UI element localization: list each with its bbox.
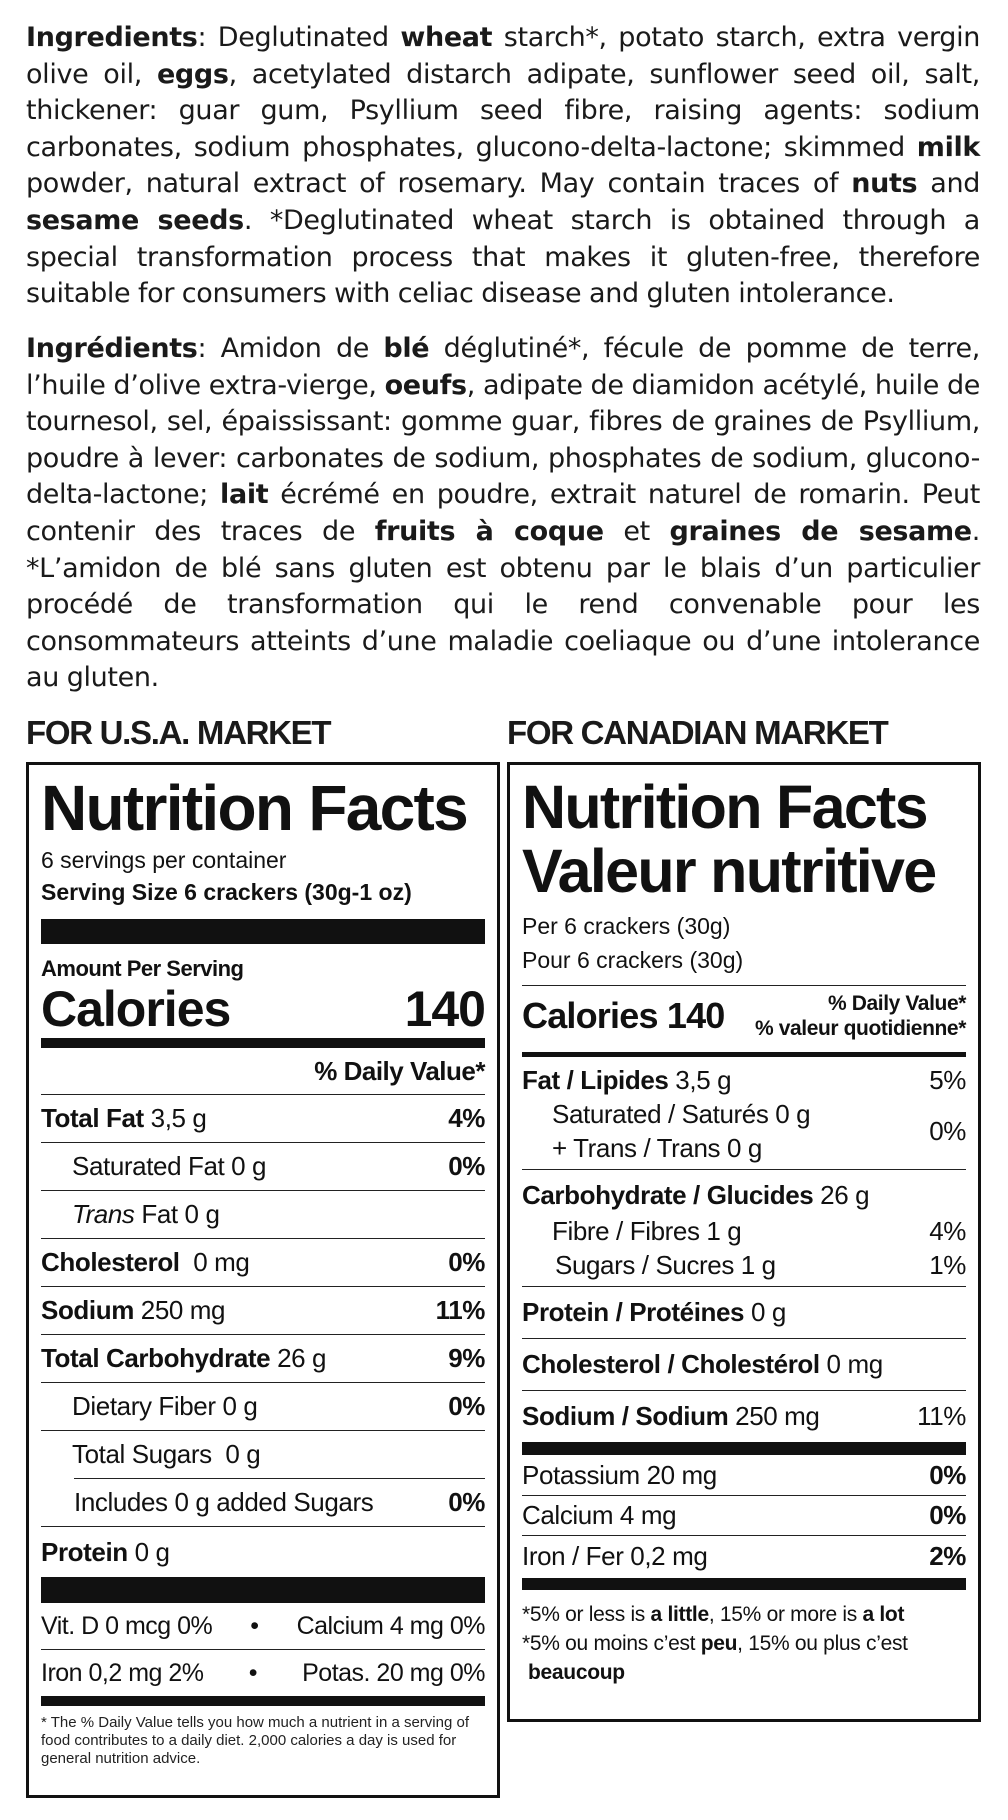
- mineral-name: Calcium 4 mg: [522, 1500, 677, 1530]
- servings-per-container: 6 servings per container: [41, 847, 287, 873]
- us-market-title: FOR U.S.A. MARKET: [26, 714, 331, 751]
- footnote-text: *5% or less is: [522, 1603, 651, 1626]
- allergen: nuts: [851, 168, 918, 200]
- nutrient-amount: 26 g: [270, 1343, 327, 1373]
- nutrient-name: Includes 0 g added Sugars: [74, 1487, 374, 1517]
- potassium: Potas. 20 mg 0%: [302, 1659, 485, 1687]
- footnote-fr-cont: [522, 1658, 966, 1687]
- nutrient-amount: 26 g: [813, 1180, 870, 1210]
- nutrient-dv: 0%: [929, 1115, 966, 1146]
- medium-divider: [522, 1578, 966, 1590]
- nutrient-name: Protein: [41, 1537, 128, 1567]
- nutrient-dv: 5%: [929, 1065, 966, 1095]
- nutrient-name: Cholesterol: [41, 1247, 180, 1277]
- nutrient-name: Sugars / Sucres 1 g: [555, 1250, 776, 1280]
- nutrient-dv: 11%: [917, 1401, 966, 1431]
- allergen: milk: [916, 131, 980, 163]
- mineral-name: Potassium 20 mg: [522, 1460, 717, 1490]
- nutrient-row: [41, 1382, 485, 1430]
- calories-label: Calories: [41, 981, 231, 1037]
- canadian-nutrition-panel: [507, 762, 981, 1722]
- ingredients-text: powder, natural extract of rosemary. May contain traces of: [26, 168, 852, 200]
- nutrient-name: Fat: [134, 1199, 178, 1229]
- saturated-trans-row: [522, 1097, 966, 1165]
- mineral-name: Iron / Fer 0,2 mg: [522, 1541, 708, 1571]
- allergen: graines de sesame: [669, 515, 972, 547]
- canadian-footnote: [522, 1600, 966, 1687]
- nutrient-amount: 250 mg: [728, 1401, 820, 1431]
- allergen: blé: [383, 333, 430, 364]
- nutrient-name: Carbohydrate / Glucides: [522, 1180, 814, 1210]
- nutrient-name: Sodium / Sodium: [522, 1401, 729, 1431]
- amount-per-serving: Amount Per Serving: [41, 956, 244, 981]
- allergen: lait: [220, 479, 269, 511]
- us-nutrition-panel: [26, 762, 500, 1798]
- nutrient-name: Fat / Lipides: [522, 1065, 669, 1095]
- footnote-en: [522, 1600, 966, 1629]
- nutrient-name: Fibre / Fibres 1 g: [552, 1216, 742, 1246]
- ingredients-label: Ingrédients: [26, 333, 198, 364]
- footnote-bold: a lot: [862, 1603, 905, 1626]
- nutrient-name: Total Sugars: [72, 1439, 212, 1469]
- vitamin-row: [41, 1649, 485, 1696]
- ingredients-text: starch*, potato starch, extra vergin olive oil,: [26, 22, 981, 90]
- allergen: wheat: [400, 22, 493, 53]
- daily-value-en: % Daily Value*: [828, 992, 966, 1015]
- mineral-row: [522, 1535, 966, 1576]
- vitamin-d: Vit. D 0 mcg 0%: [41, 1612, 213, 1640]
- nutrient-row: [41, 1190, 485, 1238]
- nutrient-amount: 0 g: [744, 1297, 786, 1327]
- cholesterol-row: [522, 1339, 966, 1390]
- serving-size: Serving Size 6 crackers (30g-1 oz): [41, 879, 412, 905]
- calories-value: 140: [404, 981, 485, 1037]
- ingredients-text: : Deglutinated: [197, 22, 401, 53]
- nutrient-row: [74, 1478, 485, 1526]
- ingredients-text: déglutiné*, fécule de pomme de terre, l’huile d’olive extra-vierge,: [26, 333, 980, 401]
- nutrient-amount: 0 g: [127, 1537, 170, 1567]
- nutrient-amount: 0 g: [224, 1151, 267, 1181]
- nutrient-row: [41, 1094, 485, 1142]
- sugars-row: [522, 1248, 966, 1282]
- nutrient-amount: 250 mg: [133, 1295, 226, 1325]
- footnote-bold: a little: [650, 1603, 709, 1626]
- per-serving-fr: Pour 6 crackers (30g): [522, 947, 744, 973]
- footnote-bold: beaucoup: [528, 1661, 625, 1684]
- nutrition-facts-title: Nutrition Facts: [41, 772, 468, 844]
- nutrient-name: Sodium: [41, 1295, 134, 1325]
- nutrient-row: [41, 1526, 485, 1577]
- mineral-row: [522, 1455, 966, 1495]
- nutrient-name: Total Fat: [41, 1103, 144, 1133]
- sodium-row: [522, 1391, 966, 1442]
- nutrient-name-italic: Trans: [72, 1199, 135, 1229]
- carbohydrate-row: [522, 1170, 966, 1220]
- mineral-dv: 2%: [929, 1541, 966, 1571]
- nutrient-dv: 0%: [448, 1247, 485, 1277]
- thick-divider: [41, 1577, 485, 1603]
- calories: Calories 140: [522, 995, 725, 1036]
- per-serving-en: Per 6 crackers (30g): [522, 913, 731, 939]
- protein-row: [522, 1287, 966, 1338]
- medium-divider: [41, 1696, 485, 1706]
- daily-value-header: [41, 1048, 485, 1094]
- nutrient-amount: 3,5 g: [143, 1103, 207, 1133]
- calcium: Calcium 4 mg 0%: [296, 1612, 485, 1640]
- nutrient-row: [41, 1334, 485, 1382]
- nutrient-row: [41, 1430, 485, 1478]
- bullet-separator: •: [248, 1659, 257, 1687]
- allergen: oeufs: [384, 369, 467, 401]
- nutrient-dv: 0%: [448, 1151, 485, 1181]
- nutrient-name: Total Carbohydrate: [41, 1343, 271, 1373]
- saturated: Saturated / Saturés 0 g: [552, 1099, 811, 1129]
- valeur-nutritive-title-fr: Valeur nutritive: [522, 837, 936, 905]
- thick-divider: [522, 1442, 966, 1455]
- ingredients-label: Ingredients: [26, 22, 198, 53]
- nutrient-amount: 0 mg: [179, 1247, 250, 1277]
- nutrient-dv: 0%: [448, 1391, 485, 1421]
- bullet-separator: •: [250, 1612, 259, 1640]
- vitamin-row: [41, 1603, 485, 1649]
- footnote-fr: [522, 1629, 966, 1658]
- nutrient-row: [41, 1142, 485, 1190]
- mineral-dv: 0%: [929, 1460, 966, 1490]
- footnote-bold: peu: [700, 1632, 738, 1655]
- nutrient-row: [41, 1238, 485, 1286]
- mineral-dv: 0%: [929, 1500, 966, 1530]
- footnote-text: *5% ou moins c’est: [522, 1632, 701, 1655]
- nutrient-amount: 0 mg: [819, 1349, 883, 1379]
- allergen: fruits à coque: [374, 515, 604, 547]
- daily-value-fr: % valeur quotidienne*: [755, 1017, 966, 1040]
- nutrient-dv: 4%: [448, 1103, 485, 1133]
- nutrient-name: Dietary Fiber: [72, 1391, 216, 1421]
- calories-row: [522, 986, 966, 1046]
- iron: Iron 0,2 mg 2%: [41, 1659, 204, 1687]
- ingredients-text: , acetylated distarch adipate, sunflower seed oil, salt, thickener: guar gum, Psyllium seed fibre, raising agents: sodium carbonates, sodium phosphates, glucono-delta-lactone; skimmed: [26, 58, 980, 163]
- thick-divider: [41, 919, 485, 944]
- nutrient-dv: 9%: [448, 1343, 485, 1373]
- nutrient-name: Protein / Protéines: [522, 1297, 745, 1327]
- nutrient-name: Cholesterol / Cholestérol: [522, 1349, 820, 1379]
- allergen: sesame seeds: [26, 204, 244, 236]
- nutrient-row: [41, 1286, 485, 1334]
- mineral-row: [522, 1495, 966, 1535]
- nutrient-amount: 0 g: [211, 1439, 261, 1469]
- nutrition-facts-title-en: Nutrition Facts: [522, 773, 927, 841]
- nutrient-amount: 0 g: [215, 1391, 258, 1421]
- nutrient-amount: 0 g: [177, 1199, 220, 1229]
- ingredients-text: and: [917, 168, 981, 200]
- calories-row: [41, 982, 485, 1036]
- ingredients-text: , adipate de diamidon acétylé, huile de tournesol, sel, épaississant: gomme guar, fibres de graines de Psyllium, poudre à lever: carbonates de sodium, phosphates de sodium, glucono-delta-lactone;: [26, 369, 980, 511]
- footnote-text: , 15% or more is: [708, 1603, 863, 1626]
- nutrient-dv: 11%: [435, 1295, 485, 1325]
- ingredients-english: [26, 20, 980, 313]
- daily-value-footnote: * The % Daily Value tells you how much a nutrient in a serving of food contributes to a daily diet. 2,000 calories a day is used for general nutrition advice.: [41, 1714, 469, 1767]
- ingredients-french: [26, 331, 980, 697]
- daily-value-label: % Daily Value*: [314, 1056, 485, 1086]
- nutrient-dv: 4%: [929, 1216, 966, 1246]
- allergen: eggs: [156, 58, 229, 90]
- ingredients-text: : Amidon de: [197, 333, 384, 364]
- nutrient-amount: 3,5 g: [668, 1065, 732, 1095]
- footnote-text: , 15% ou plus c’est: [737, 1632, 908, 1655]
- ingredients-text: . *L’amidon de blé sans gluten est obtenu par le blais d’un particulier procédé de transformation qui le rend convenable pour les consommateurs atteints d’une maladie coeliaque ou d’une intolerance au gluten.: [26, 515, 980, 694]
- ingredients-text: et: [603, 515, 670, 547]
- ingredients-text: écrémé en poudre, extrait naturel de romarin. Peut contenir des traces de: [26, 479, 981, 547]
- nutrient-name: Saturated Fat: [72, 1151, 225, 1181]
- medium-divider: [41, 1038, 485, 1048]
- canadian-market-title: FOR CANADIAN MARKET: [507, 714, 888, 751]
- nutrient-dv: 1%: [929, 1250, 966, 1280]
- nutrient-dv: 0%: [448, 1487, 485, 1517]
- trans: + Trans / Trans 0 g: [552, 1133, 762, 1163]
- ingredients-text: . *Deglutinated wheat starch is obtained through a special transformation process that makes it gluten-free, therefore suitable for consumers with celiac disease and gluten intolerance.: [26, 204, 980, 310]
